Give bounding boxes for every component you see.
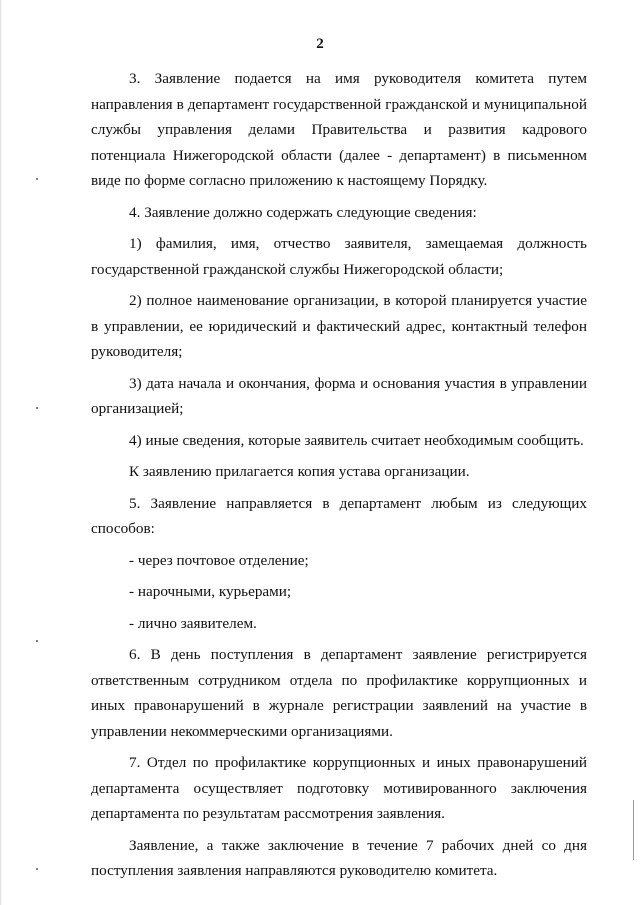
scan-right-edge-mark <box>633 800 634 860</box>
list-item-4: 4) иные сведения, которые заявитель считает необходимым сообщить. <box>129 431 584 449</box>
document-body <box>91 66 587 885</box>
method-item-2: - нарочными, курьерами; <box>129 583 292 600</box>
scan-speck <box>36 868 38 870</box>
list-item-1: 1) фамилия, имя, отчество заявителя, замещаемая должность государственной гражданской службы Нижегородской области; <box>91 235 587 278</box>
attachment-note: К заявлению прилагается копия устава организации. <box>129 463 470 480</box>
scan-speck <box>36 640 38 642</box>
paragraph-3: 3. Заявление подается на имя руководителя комитета путем направления в департамент государственной гражданской и муниципальной службы управления делами Правительства и развития кадрового потенциала Нижегородской области (далее - департамент) в письменном виде по форме согласно приложению к настоящему Порядку. <box>91 70 587 189</box>
list-item-3: 3) дата начала и окончания, форма и основания участия в управлении организацией; <box>91 374 587 417</box>
scan-speck <box>36 178 38 180</box>
final-paragraph: Заявление, а также заключение в течение 7 рабочих дней со дня поступления заявления направляются руководителю комитета. <box>91 836 587 879</box>
page-number: 2 <box>316 36 324 52</box>
scan-speck <box>36 407 38 409</box>
method-item-1: - через почтовое отделение; <box>129 551 309 569</box>
paragraph-6: 6. В день поступления в департамент заявление регистрируется ответственным сотрудником отдела по профилактике коррупционных и иных правонарушений в журнале регистрации заявлений на участие в управлении некоммерческими организациями. <box>91 646 587 740</box>
paragraph-4: 4. Заявление должно содержать следующие сведения: <box>129 203 477 221</box>
method-item-3: - лично заявителем. <box>129 614 257 632</box>
list-item-2: 2) полное наименование организации, в которой планируется участие в управлении, ее юридический и фактический адрес, контактный телефон руководителя; <box>91 292 587 360</box>
scan-left-edge <box>0 0 2 905</box>
paragraph-5: 5. Заявление направляется в департамент любым из следующих способов: <box>91 494 587 537</box>
paragraph-7: 7. Отдел по профилактике коррупционных и иных правонарушений департамента осуществляет подготовку мотивированного заключения департамента по результатам рассмотрения заявления. <box>91 754 587 822</box>
